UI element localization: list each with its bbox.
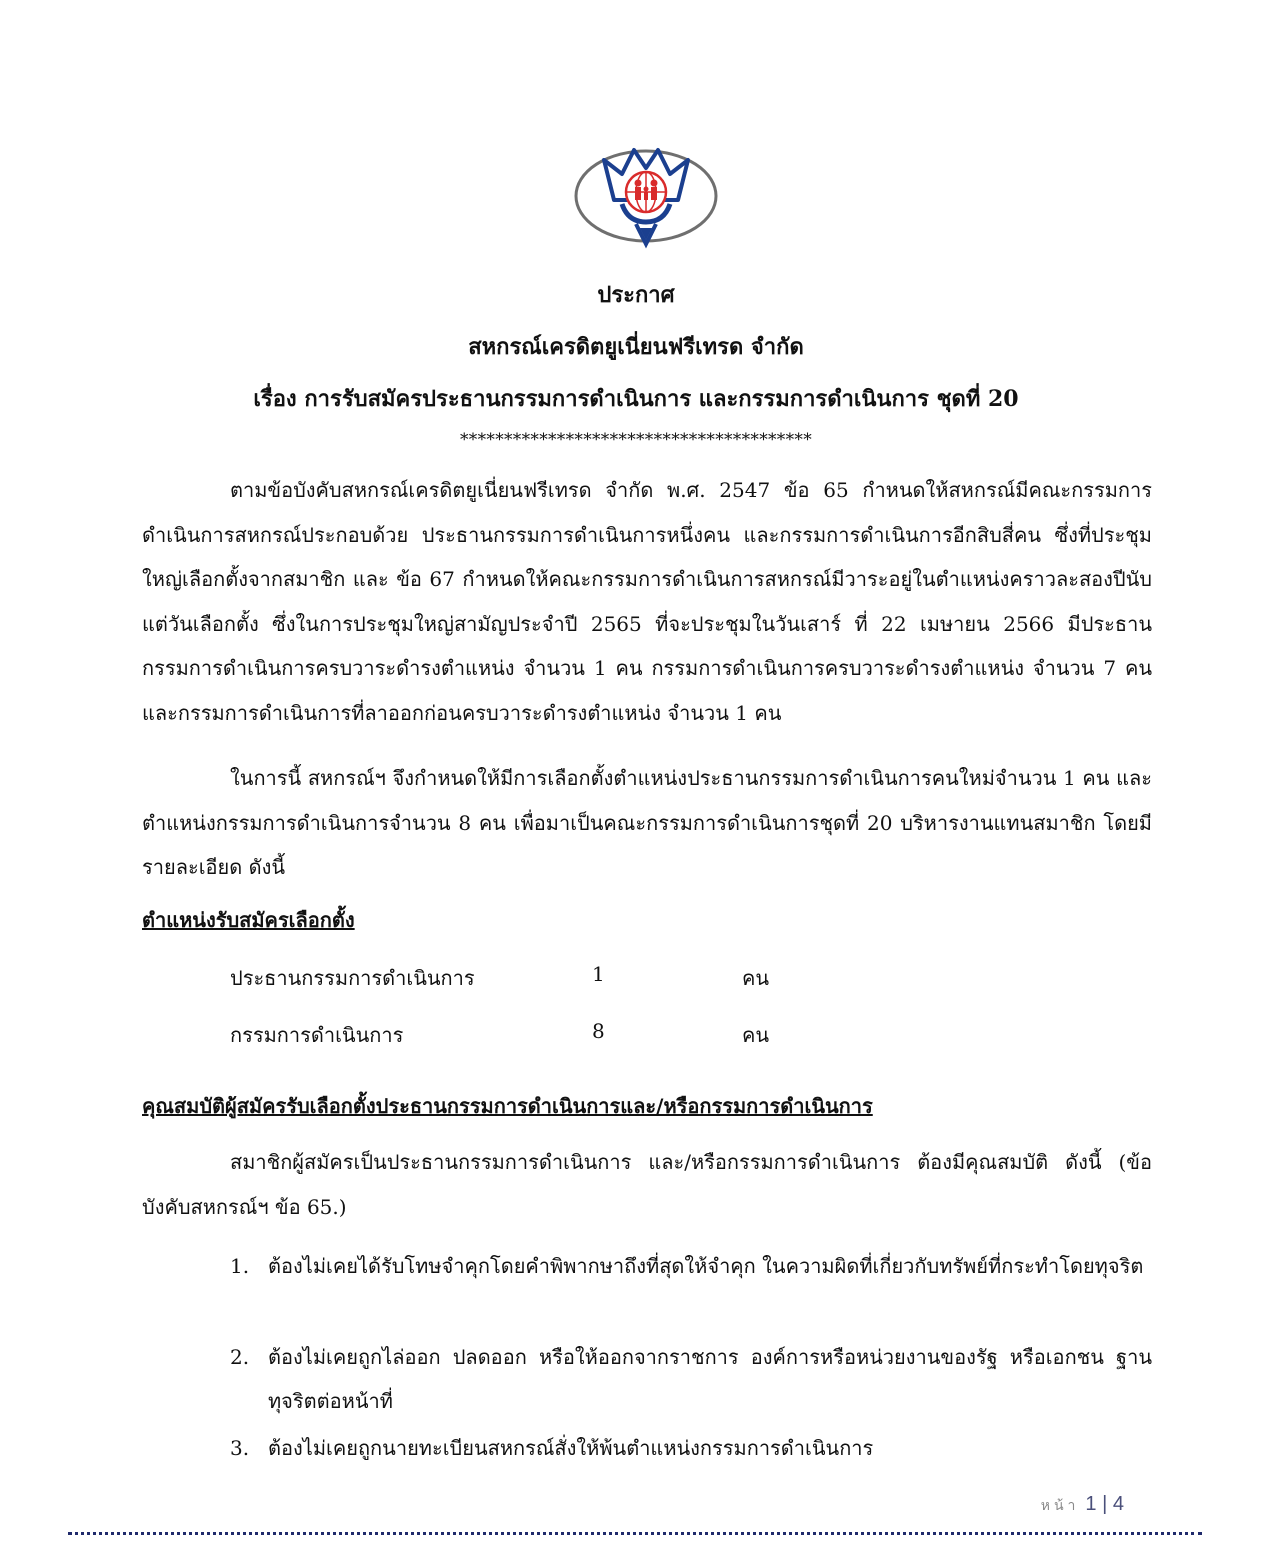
subject-line: เรื่อง การรับสมัครประธานกรรมการดำเนินการ และกรรมการดำเนินการ ชุดที่ 20 <box>253 386 1019 412</box>
position-unit: คน <box>742 1023 770 1047</box>
list-number: 1. <box>230 1254 250 1278</box>
list-item <box>230 1244 1152 1288</box>
page-label: หน้า <box>1040 1497 1080 1513</box>
list-item <box>230 1335 1152 1423</box>
qualifications-intro <box>142 1140 1152 1229</box>
position-count: 1 <box>592 962 605 986</box>
position-count: 8 <box>592 1019 605 1043</box>
position-unit: คน <box>742 966 770 990</box>
organization-name: สหกรณ์เครดิตยูเนี่ยนฟรีเทรด จำกัด <box>468 334 804 360</box>
paragraph-regulation <box>142 468 1152 735</box>
list-item <box>230 1426 1152 1470</box>
page-number-footer <box>1041 1493 1124 1517</box>
page-separator: | <box>1102 1493 1108 1515</box>
paragraph-election <box>142 756 1152 890</box>
page-title: ประกาศ <box>597 282 675 308</box>
list-number: 3. <box>230 1436 250 1460</box>
paragraph-regulation-text: ตามข้อบังคับสหกรณ์เครดิตยูเนี่ยนฟรีเทรด จำกัด พ.ศ. 2547 ข้อ 65 กำหนดให้สหกรณ์มีคณะกรรมการดำเนินการสหกรณ์ประกอบด้วย ประธานกรรมการดำเนินการหนึ่งคน และกรรมการดำเนินการอีกสิบสี่คน ซึ่งที่ประชุมใหญ่เลือกตั้งจากสมาชิก และ ข้อ 67 กำหนดให้คณะกรรมการดำเนินการสหกรณ์มีวาระอยู่ในตำแหน่งคราวละสองปีนับแต่วันเลือกตั้ง ซึ่งในการประชุมใหญ่สามัญประจำปี 2565 ที่จะประชุมในวันเสาร์ ที่ 22 เมษายน 2566 มีประธานกรรมการดำเนินการครบวาระดำรงตำแหน่ง จำนวน 1 คน กรรมการดำเนินการครบวาระดำรงตำแหน่ง จำนวน 7 คน และกรรมการดำเนินการที่ลาออกก่อนครบวาระดำรงตำแหน่ง จำนวน 1 คน <box>142 478 1152 725</box>
footer-divider <box>68 1532 1202 1535</box>
total-pages: 4 <box>1112 1493 1124 1515</box>
list-item-text: ต้องไม่เคยถูกนายทะเบียนสหกรณ์สั่งให้พ้นตำแหน่งกรรมการดำเนินการ <box>268 1436 874 1460</box>
separator-stars: **************************************** <box>460 430 812 450</box>
position-row <box>230 962 930 992</box>
paragraph-election-text: ในการนี้ สหกรณ์ฯ จึงกำหนดให้มีการเลือกตั้งตำแหน่งประธานกรรมการดำเนินการคนใหม่จำนวน 1 คน และตำแหน่งกรรมการดำเนินการจำนวน 8 คน เพื่อมาเป็นคณะกรรมการดำเนินการชุดที่ 20 บริหารงานแทนสมาชิก โดยมีรายละเอียด ดังนี้ <box>142 766 1152 879</box>
positions-heading: ตำแหน่งรับสมัครเลือกตั้ง <box>142 908 355 932</box>
cooperative-logo-icon <box>570 140 722 252</box>
page-number: 1 <box>1085 1493 1097 1515</box>
list-item-text: ต้องไม่เคยถูกไล่ออก ปลดออก หรือให้ออกจากราชการ องค์การหรือหน่วยงานของรัฐ หรือเอกชน ฐานทุจริตต่อหน้าที่ <box>268 1345 1152 1413</box>
position-name: กรรมการดำเนินการ <box>230 1023 404 1047</box>
position-name: ประธานกรรมการดำเนินการ <box>230 966 475 990</box>
list-item-text: ต้องไม่เคยได้รับโทษจำคุกโดยคำพิพากษาถึงที่สุดให้จำคุก ในความผิดที่เกี่ยวกับทรัพย์ที่กระทำโดยทุจริต <box>268 1254 1144 1278</box>
list-number: 2. <box>230 1345 250 1369</box>
qualifications-intro-text: สมาชิกผู้สมัครเป็นประธานกรรมการดำเนินการ และ/หรือกรรมการดำเนินการ ต้องมีคุณสมบัติ ดังนี้ (ข้อบังคับสหกรณ์ฯ ข้อ 65.) <box>142 1150 1152 1219</box>
qualifications-heading: คุณสมบัติผู้สมัครรับเลือกตั้งประธานกรรมการดำเนินการและ/หรือกรรมการดำเนินการ <box>142 1094 873 1118</box>
position-row <box>230 1019 930 1049</box>
